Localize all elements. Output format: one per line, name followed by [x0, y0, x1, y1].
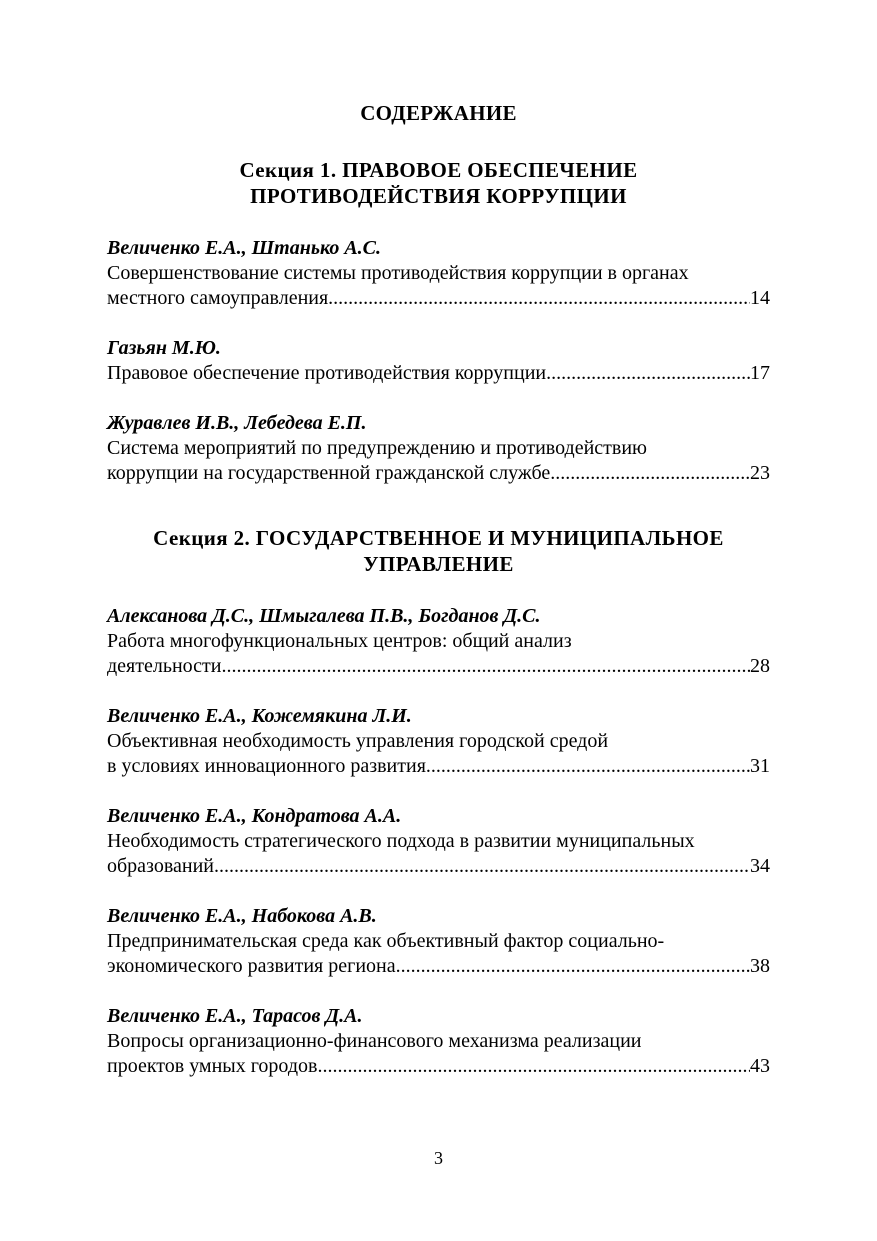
entry-authors: Величенко Е.А., Штанько А.С.	[107, 237, 382, 259]
entry-last-line	[107, 954, 770, 979]
page-number: 3	[434, 1148, 443, 1168]
entry-title-end: экономического развития региона	[107, 955, 396, 977]
entry-title-end: проектов умных городов	[107, 1055, 318, 1077]
toc-entry[interactable]	[107, 704, 770, 779]
section-title-line: ПРОТИВОДЕЙСТВИЯ КОРРУПЦИИ	[250, 184, 627, 208]
section-title-line: Секция 2. ГОСУДАРСТВЕННОЕ И МУНИЦИПАЛЬНОЕ	[153, 526, 724, 550]
entry-last-line	[107, 361, 770, 386]
section-title-line: Секция 1. ПРАВОВОЕ ОБЕСПЕЧЕНИЕ	[239, 158, 638, 182]
entry-last-line	[107, 654, 770, 679]
toc-entry[interactable]	[107, 1004, 770, 1079]
toc-entry[interactable]	[107, 604, 770, 679]
entry-page-number: 28	[750, 655, 770, 677]
entry-page-number: 31	[750, 755, 770, 777]
dot-leader	[396, 954, 750, 979]
toc-entry[interactable]	[107, 336, 770, 386]
toc-entry[interactable]	[107, 904, 770, 979]
entry-title-line: Совершенствование системы противодействия коррупции в органах	[107, 262, 689, 284]
entry-title-end: деятельности	[107, 655, 222, 677]
entry-page-number: 23	[750, 462, 770, 484]
entry-last-line	[107, 286, 770, 311]
dot-leader	[222, 654, 751, 679]
entry-title-line: Предпринимательская среда как объективный фактор социально-	[107, 930, 665, 952]
entry-last-line	[107, 854, 770, 879]
entry-page-number: 14	[750, 287, 770, 309]
entry-title-line: Вопросы организационно-финансового механизма реализации	[107, 1030, 642, 1052]
toc-entry[interactable]	[107, 236, 770, 311]
entry-title-end: местного самоуправления	[107, 287, 329, 309]
entry-page-number: 38	[750, 955, 770, 977]
entry-title-line: Объективная необходимость управления городской средой	[107, 730, 609, 752]
dot-leader	[328, 286, 750, 311]
toc-entry[interactable]	[107, 411, 770, 486]
entry-title-line: Система мероприятий по предупреждению и противодействию	[107, 437, 647, 459]
entry-page-number: 17	[750, 362, 770, 384]
dot-leader	[426, 754, 750, 779]
entry-title-line: Необходимость стратегического подхода в развитии муниципальных	[107, 830, 695, 852]
entry-last-line	[107, 1054, 770, 1079]
dot-leader	[317, 1054, 750, 1079]
entry-authors: Величенко Е.А., Набокова А.В.	[107, 905, 377, 927]
entry-title-end: в условиях инновационного развития	[107, 755, 426, 777]
entry-page-number: 43	[750, 1055, 770, 1077]
dot-leader	[546, 361, 750, 386]
dot-leader	[550, 461, 750, 486]
contents-heading: СОДЕРЖАНИЕ	[360, 101, 517, 125]
section-2-title	[100, 525, 777, 577]
entry-title-end: Правовое обеспечение противодействия коррупции	[107, 362, 547, 384]
entry-title-end: коррупции на государственной гражданской службе	[107, 462, 551, 484]
entry-last-line	[107, 754, 770, 779]
entry-authors: Величенко Е.А., Тарасов Д.А.	[107, 1005, 363, 1027]
dot-leader	[214, 854, 750, 879]
entry-authors: Величенко Е.А., Кожемякина Л.И.	[107, 705, 412, 727]
entry-page-number: 34	[750, 855, 770, 877]
section-title-line: УПРАВЛЕНИЕ	[363, 552, 514, 576]
entry-last-line	[107, 461, 770, 486]
entry-authors: Алексанова Д.С., Шмыгалева П.В., Богданов Д.С.	[107, 605, 541, 627]
section-1-title	[100, 157, 777, 209]
entry-title-end: образований	[107, 855, 215, 877]
toc-entry[interactable]	[107, 804, 770, 879]
entry-authors: Газьян М.Ю.	[107, 337, 221, 359]
entry-authors: Журавлев И.В., Лебедева Е.П.	[107, 412, 367, 434]
entry-title-line: Работа многофункциональных центров: общий анализ	[107, 630, 572, 652]
entry-authors: Величенко Е.А., Кондратова А.А.	[107, 805, 402, 827]
